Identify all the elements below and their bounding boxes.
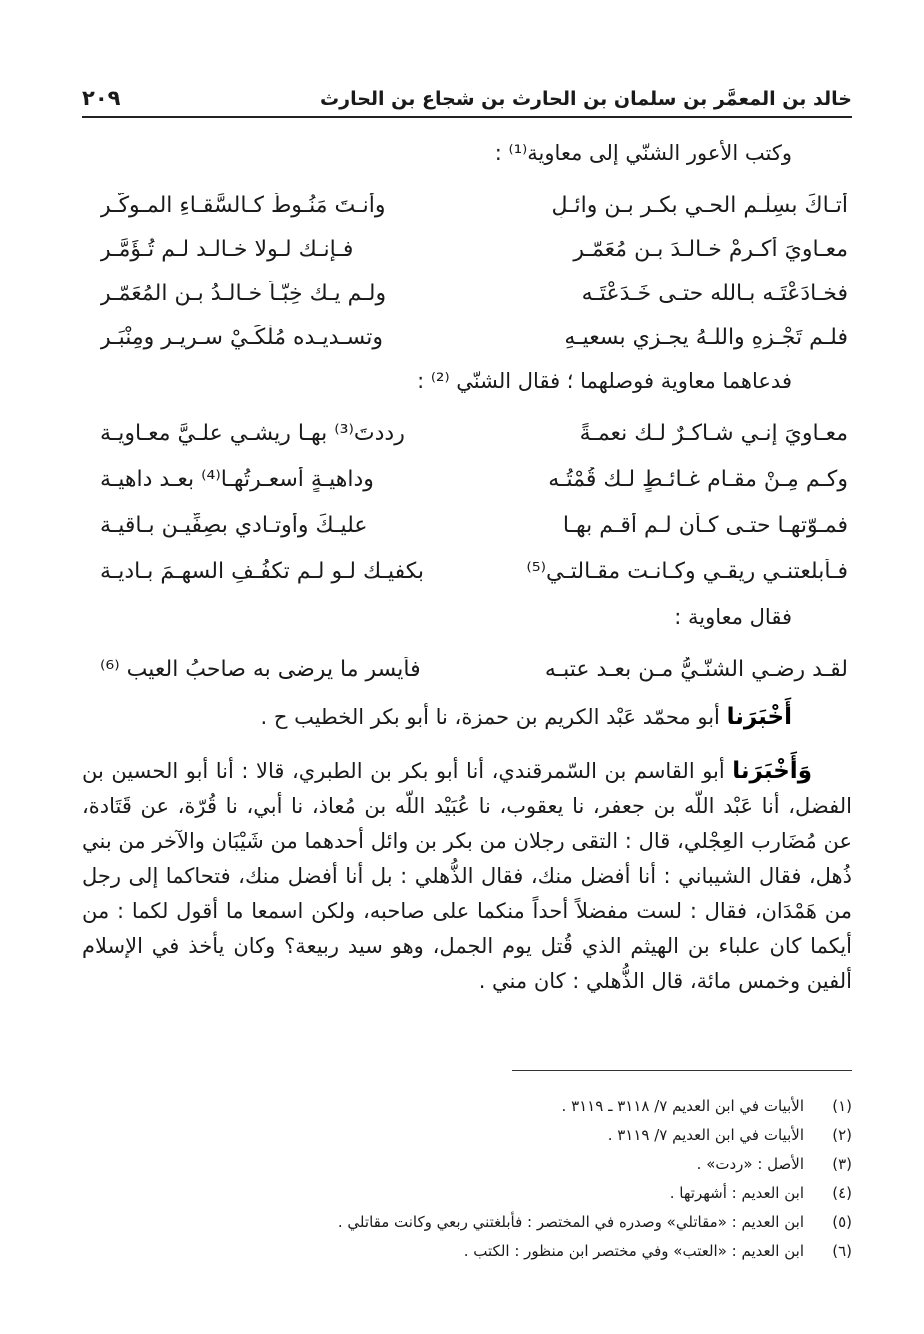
footnote: [82, 1092, 852, 1121]
footnote: [82, 1237, 852, 1266]
footnote: [82, 1121, 852, 1150]
verse-line: [100, 268, 848, 318]
verse-first-hemistich: لقـد رضـي الشنّـيُّ مـن بعـد عتبـه: [544, 656, 848, 682]
verse-first-hemistich: فلـم تَجْـزِهِ واللـهُ يجـزي بسعيـهِ: [564, 324, 848, 350]
isnad-paragraph-1: [82, 700, 852, 735]
footnote-number: (٤): [832, 1184, 852, 1202]
verse-first-hemistich: فمـوّتهـا حتـى كـأن لـم أقـم بهـا: [562, 512, 848, 538]
isnad-text: أبو القاسم بن السّمرقندي، أنا أبو بكر بن الطبري، قالا : أنا أبو الحسين بن الفضل، أنا عَبْد اللّه بن جعفر، نا يعقوب، نا عُبَيْد اللّه بن مُعاذ، نا أبي، نا قُرّة، عن قَتَادة، عن مُضَارب العِجْلي، قال : التقى رجلان من بكر بن وائل أحدهما من شَيْبَان والآخر من بني ذُهل، فقال الشيباني : أنا أفضل منك، فقال الذُّهلي : بل أنا أفضل منك، فتحاكما إلى رجل من هَمْدَان، فقال : لست مفضلاً أحداً منكما على صاحبه، ولكن اسمعا ما أقول لكما : من أيكما كان علباء بن الهيثم الذي قُتل يوم الجمل، وهو سيد ربيعة؟ وكان يأخذ في الإسلام ألفين وخمس مائة، قال الذُّهلي : كان مني .: [82, 759, 852, 993]
verse-line: [100, 224, 848, 274]
verse-first-hemistich: فخـادَعْتَـه بـالله حتـى خَـدَعْتَـه: [581, 280, 848, 306]
footnote-number: (٣): [832, 1155, 852, 1173]
footnote-text: ابن العديم : «مقاتلي» وصدره في المختصر : فأبلغتني ربعي وكانت مقاتلي .: [337, 1213, 804, 1231]
intro-line-3: فقال معاوية :: [674, 605, 792, 629]
verse-second-hemistich: عليـكَ وأوتـادي بصِفِّيـن بـاقيـة: [100, 512, 368, 538]
verse-line: [100, 408, 848, 458]
footnote-number: (٥): [832, 1213, 852, 1231]
verse-second-hemistich: وأنـتَ مَنُـوطٌ كـالسَّقـاءِ المـوكّـر: [100, 192, 386, 218]
footnote-number: (٦): [832, 1242, 852, 1260]
running-title: خالد بن المعمَّر بن سلمان بن الحارث بن شجاع بن الحارث: [320, 88, 852, 110]
footnote-number: (١): [832, 1097, 852, 1115]
intro-line-1: وكتب الأعور الشنّي إلى معاوية⁽¹⁾ :: [494, 141, 792, 165]
verse-line: [100, 644, 848, 694]
footnote-text: الأبيات في ابن العديم ٧/ ٣١١٩ .: [607, 1126, 804, 1144]
verse-first-hemistich: معـاويَ إنـي شـاكـرٌ لـك نعمـةً: [579, 420, 848, 446]
verse-first-hemistich: معـاويَ أكـرمْ خـالـدَ بـن مُعَمّـر: [573, 236, 848, 262]
footnote-number: (٢): [832, 1126, 852, 1144]
verse-line: [100, 180, 848, 230]
verse-first-hemistich: أتـاكَ بسِلْـمِ الحـي بكـرِ بـن وائـلِ: [551, 192, 848, 218]
isnad-paragraph-2: [82, 754, 852, 999]
footnote-text: الأبيات في ابن العديم ٧/ ٣١١٨ ـ ٣١١٩ .: [561, 1097, 804, 1115]
verse-line: [100, 312, 848, 362]
intro-line-2: فدعاهما معاوية فوصلهما ؛ فقال الشنّي ⁽²⁾ :: [417, 369, 792, 393]
page-number: ٢٠٩: [82, 86, 121, 110]
verse-second-hemistich: ولـم يـك خِبّـاً خـالـدُ بـن المُعَمّـرِ: [100, 280, 387, 306]
verse-first-hemistich: فـأبلعتنـي ريقـي وكـانـت مقـالتـي⁽⁵⁾: [526, 558, 848, 584]
verse-second-hemistich: فأيسر ما يرضى به صاحبُ العيب ⁽⁶⁾: [100, 656, 421, 682]
footnote-separator: [512, 1070, 852, 1071]
isnad-lead-word: أَخْبَرَنا: [726, 704, 792, 730]
verse-first-hemistich: وكـم مِـنْ مقـام غـائـطٍ لـك قُمْتُـه: [548, 466, 848, 492]
isnad-text: أبو محمّد عَبْد الكريم بن حمزة، نا أبو بكر الخطيب ح .: [260, 705, 727, 729]
verse-line: [100, 546, 848, 596]
verse-line: [100, 454, 848, 504]
footnote: [82, 1179, 852, 1208]
footnotes: [82, 1092, 852, 1266]
verse-second-hemistich: رددتَ⁽³⁾ بهـا ريشـي علـيَّ معـاويـة: [100, 420, 405, 446]
footnote: [82, 1150, 852, 1179]
verse-second-hemistich: وتسـديـده مُلْكَـيْ سـريـرٍ ومِنْبَـرِ: [100, 324, 383, 350]
footnote-text: الأصل : «ردت» .: [696, 1155, 804, 1173]
footnote-text: ابن العديم : «العتب» وفي مختصر ابن منظور : الكتب .: [463, 1242, 804, 1260]
verse-line: [100, 500, 848, 550]
isnad-lead-word: وَأَخْبَرَنا: [732, 758, 812, 784]
verse-second-hemistich: وداهيـةٍ أسعـرتُهـا⁽⁴⁾ بعـد داهيـة: [100, 466, 374, 492]
verse-second-hemistich: بكفيـك لـو لـم تكفُـفِ السهـمَ بـاديـة: [100, 558, 425, 584]
footnote: [82, 1208, 852, 1237]
footnote-text: ابن العديم : أشهرتها .: [669, 1184, 804, 1202]
page-header: [82, 70, 852, 118]
verse-second-hemistich: فـإنـك لـولا خـالـد لـم تُـؤَمَّـرِ: [100, 236, 354, 262]
